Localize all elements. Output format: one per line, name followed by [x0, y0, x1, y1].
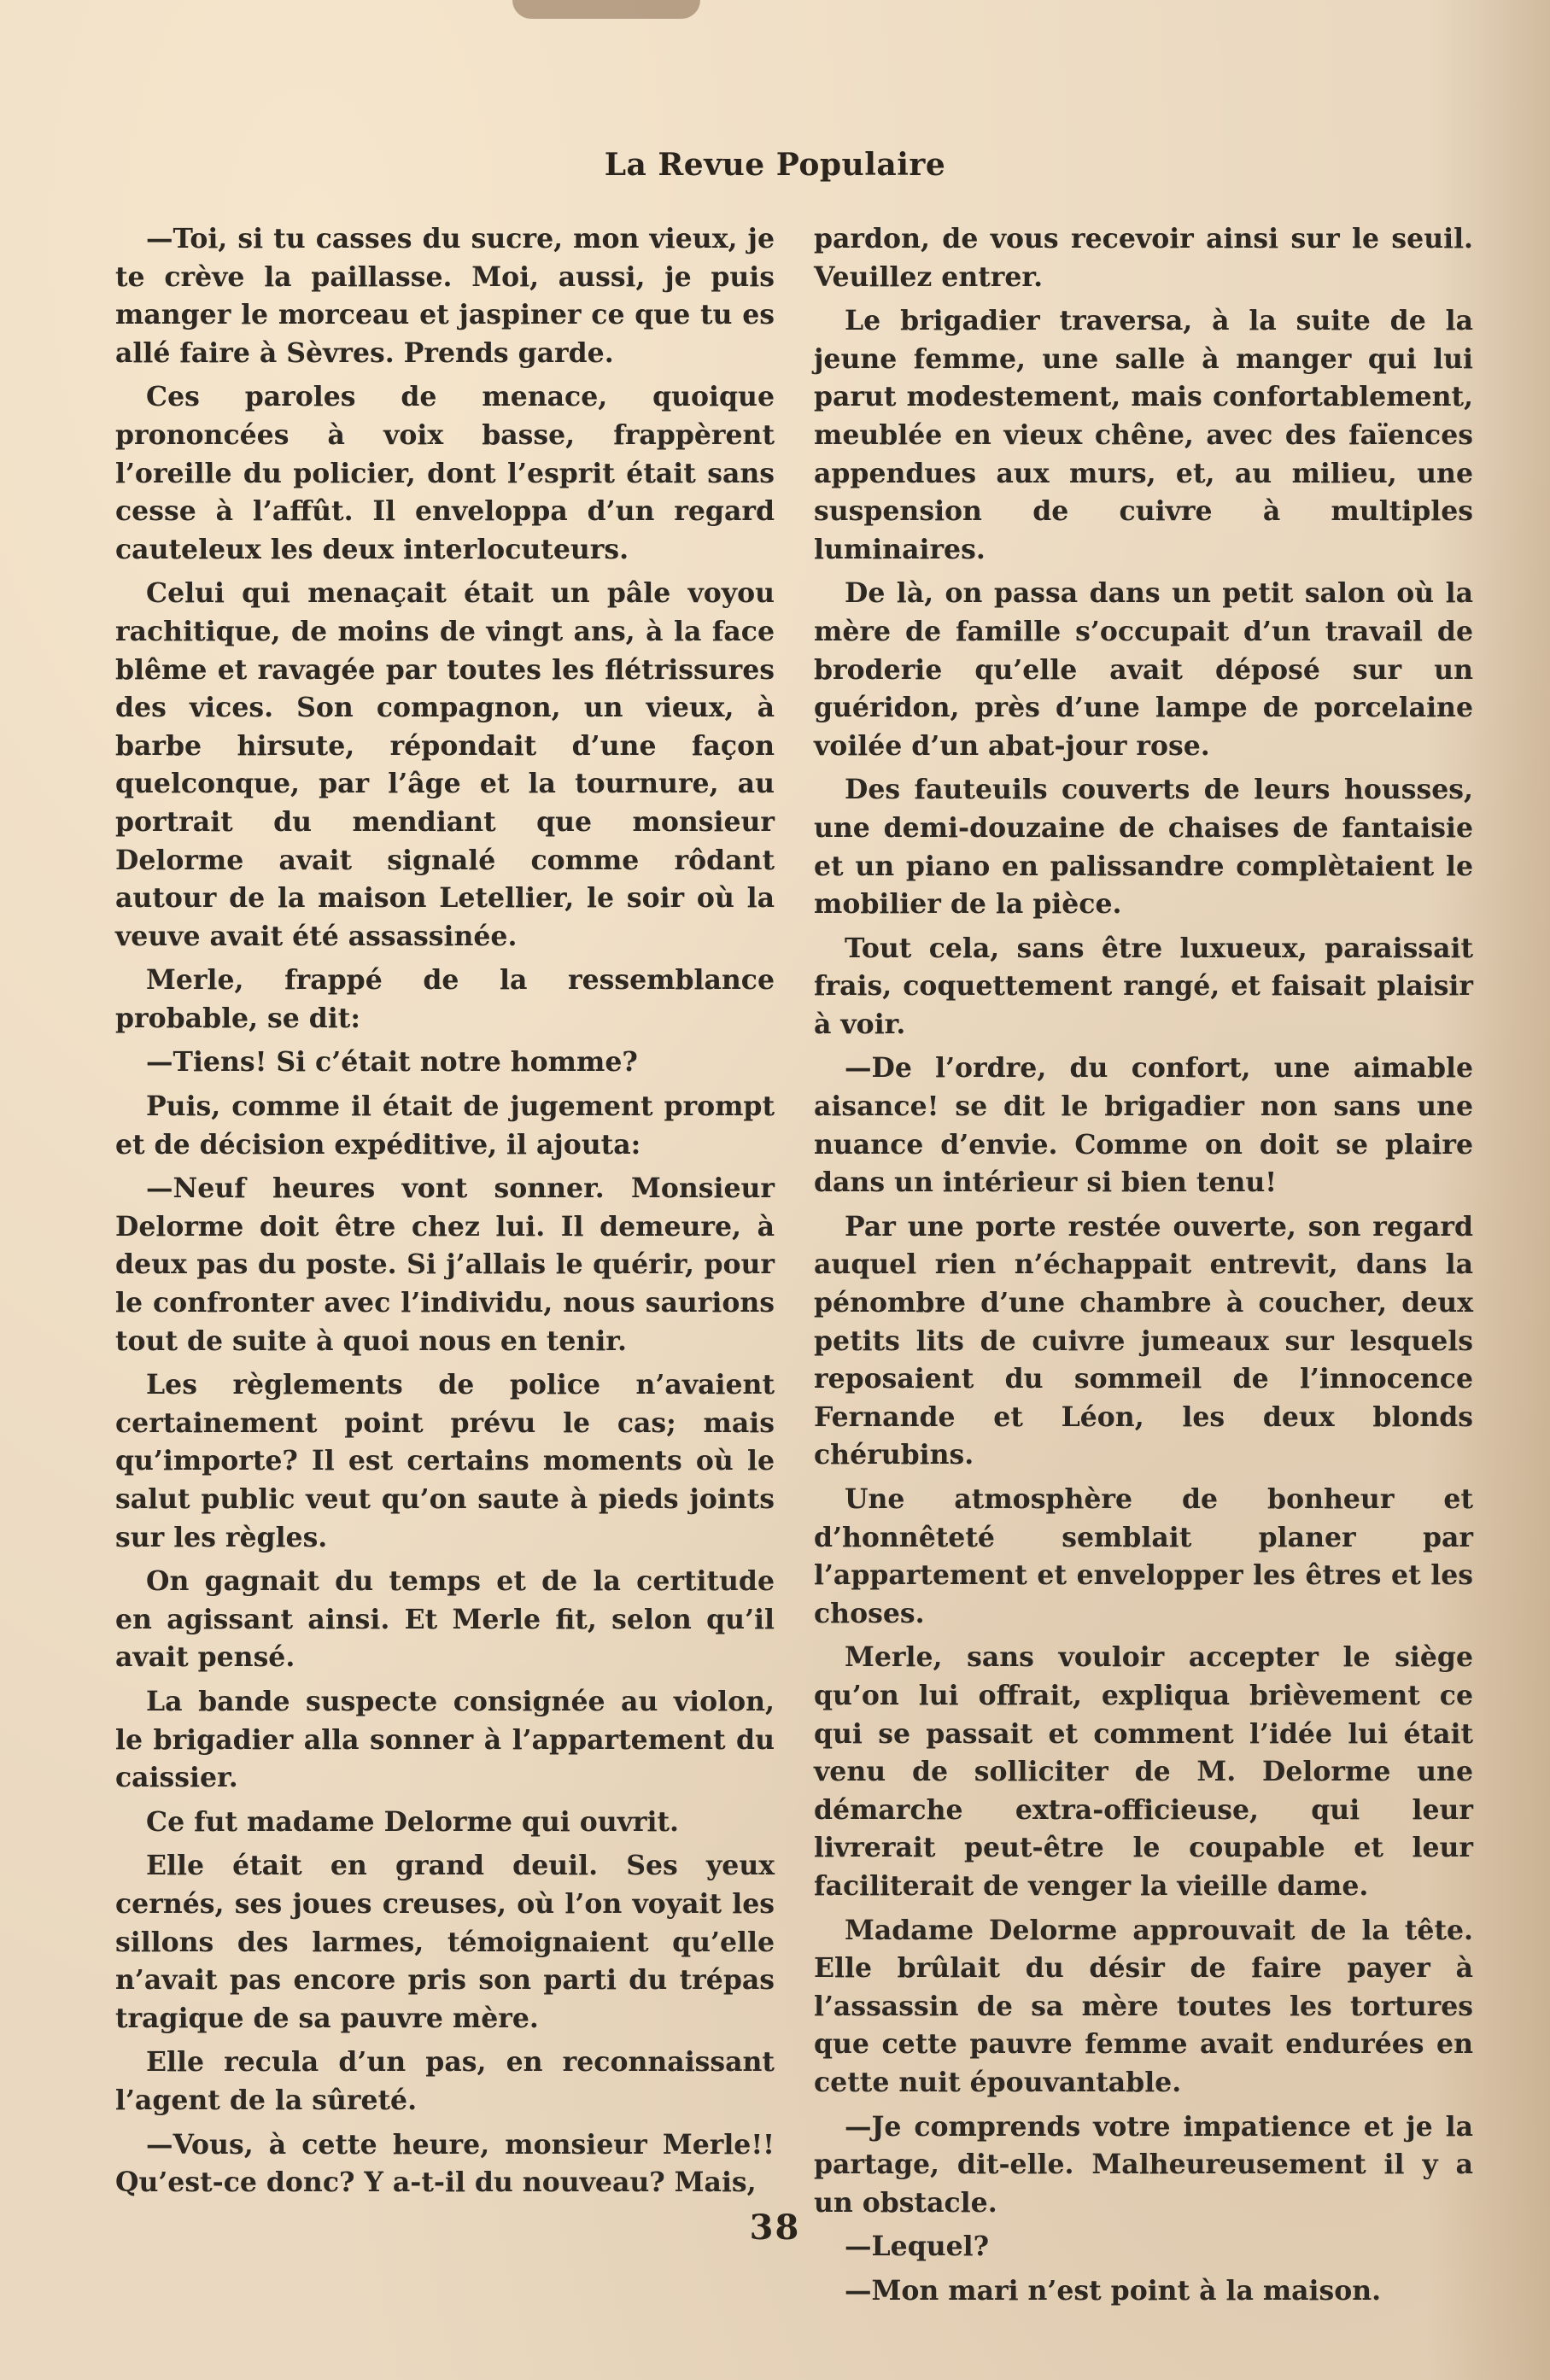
paragraph: La bande suspecte consignée au violon, le brigadier alla sonner à l’appartement du caissier.	[115, 1685, 775, 1794]
paragraph: Tout cela, sans être luxueux, paraissait frais, coquettement rangé, et faisait plaisir à voir.	[814, 932, 1473, 1040]
paragraph: —Je comprends votre impatience et je la partage, dit-elle. Malheureusement il y a un obstacle.	[814, 2110, 1473, 2219]
paragraph: —De l’ordre, du confort, une aimable aisance! se dit le brigadier non sans une nuance d’envie. Comme on doit se plaire dans un intérieur si bien tenu!	[814, 1052, 1473, 1199]
paragraph: Ce fut madame Delorme qui ouvrit.	[146, 1805, 679, 1838]
paragraph: —Lequel?	[845, 2231, 990, 2263]
paragraph: Les règlements de police n’avaient certainement point prévu le cas; mais qu’importe? Il est certains moments où le salut public veut qu’on saute à pieds joints sur les règles.	[115, 1369, 775, 1553]
right-column	[814, 220, 1473, 2316]
paragraph: Une atmosphère de bonheur et d’honnêteté semblait planer par l’appartement et envelopper les êtres et les choses.	[814, 1483, 1473, 1629]
paragraph: Merle, sans vouloir accepter le siège qu’on lui offrait, expliqua brièvement ce qui se passait et comment l’idée lui était venu de solliciter de M. Delorme une démarche extra-officieuse, qui leur livrerait peut-être le coupable et leur faciliterait de venger la vieille dame.	[814, 1641, 1473, 1902]
paragraph: Puis, comme il était de jugement prompt et de décision expéditive, il ajouta:	[115, 1091, 775, 1161]
left-column	[115, 220, 775, 2208]
paragraph: —Toi, si tu casses du sucre, mon vieux, je te crève la paillasse. Moi, aussi, je puis manger le morceau et jaspiner ce que tu es allé faire à Sèvres. Prends garde.	[115, 223, 775, 369]
paragraph: Merle, frappé de la ressemblance probable, se dit:	[115, 964, 775, 1034]
paragraph: —Vous, à cette heure, monsieur Merle!! Qu’est-ce donc? Y a-t-il du nouveau? Mais,	[115, 2128, 775, 2199]
paragraph: De là, on passa dans un petit salon où la mère de famille s’occupait d’un travail de broderie qu’elle avait déposé sur un guéridon, près d’une lampe de porcelaine voilée d’un abat-jour rose.	[814, 577, 1473, 762]
paragraph: Madame Delorme approuvait de la tête. Elle brûlait du désir de faire payer à l’assassin de sa mère toutes les tortures que cette pauvre femme avait endurées en cette nuit épouvantable.	[814, 1914, 1473, 2098]
page-number: 38	[749, 2207, 801, 2248]
paragraph: Des fauteuils couverts de leurs housses, une demi-douzaine de chaises de fantaisie et un piano en palissandre complètaient le mobilier de la pièce.	[814, 774, 1473, 921]
paragraph: Elle recula d’un pas, en reconnaissant l’agent de la sûreté.	[115, 2046, 775, 2116]
paper-stain	[512, 0, 700, 19]
paragraph: Celui qui menaçait était un pâle voyou rachitique, de moins de vingt ans, à la face blême et ravagée par toutes les flétrissures des vices. Son compagnon, un vieux, à barbe hirsute, répondait d’une façon quelconque, par l’âge et la tournure, au portrait du mendiant que monsieur Delorme avait signalé comme rôdant autour de la maison Letellier, le soir où la veuve avait été assassinée.	[115, 577, 775, 952]
paragraph: —Neuf heures vont sonner. Monsieur Delorme doit être chez lui. Il demeure, à deux pas du poste. Si j’allais le quérir, pour le confronter avec l’individu, nous saurions tout de suite à quoi nous en tenir.	[115, 1172, 775, 1357]
paragraph: Ces paroles de menace, quoique prononcées à voix basse, frappèrent l’oreille du policier, dont l’esprit était sans cesse à l’affût. Il enveloppa d’un regard cauteleux les deux interlocuteurs.	[115, 381, 775, 565]
running-header: La Revue Populaire	[604, 147, 946, 183]
paragraph: Par une porte restée ouverte, son regard auquel rien n’échappait entrevit, dans la pénombre d’une chambre à coucher, deux petits lits de cuivre jumeaux sur lesquels reposaient du sommeil de l’innocence Fernande et Léon, les deux blonds chérubins.	[814, 1210, 1473, 1471]
paragraph: —Tiens! Si c’était notre homme?	[146, 1046, 638, 1079]
paragraph: Le brigadier traversa, à la suite de la jeune femme, une salle à manger qui lui parut modestement, mais confortablement, meublée en vieux chêne, avec des faïences appendues aux murs, et, au milieu, une suspension de cuivre à multiples luminaires.	[814, 305, 1473, 565]
paragraph: pardon, de vous recevoir ainsi sur le seuil. Veuillez entrer.	[814, 223, 1473, 293]
paragraph: On gagnait du temps et de la certitude en agissant ainsi. Et Merle fit, selon qu’il avait pensé.	[115, 1565, 775, 1674]
paragraph: Elle était en grand deuil. Ses yeux cernés, ses joues creuses, où l’on voyait les sillons des larmes, témoignaient qu’elle n’avait pas encore pris son parti du trépas tragique de sa pauvre mère.	[115, 1850, 775, 2034]
paragraph: —Mon mari n’est point à la maison.	[845, 2274, 1382, 2307]
